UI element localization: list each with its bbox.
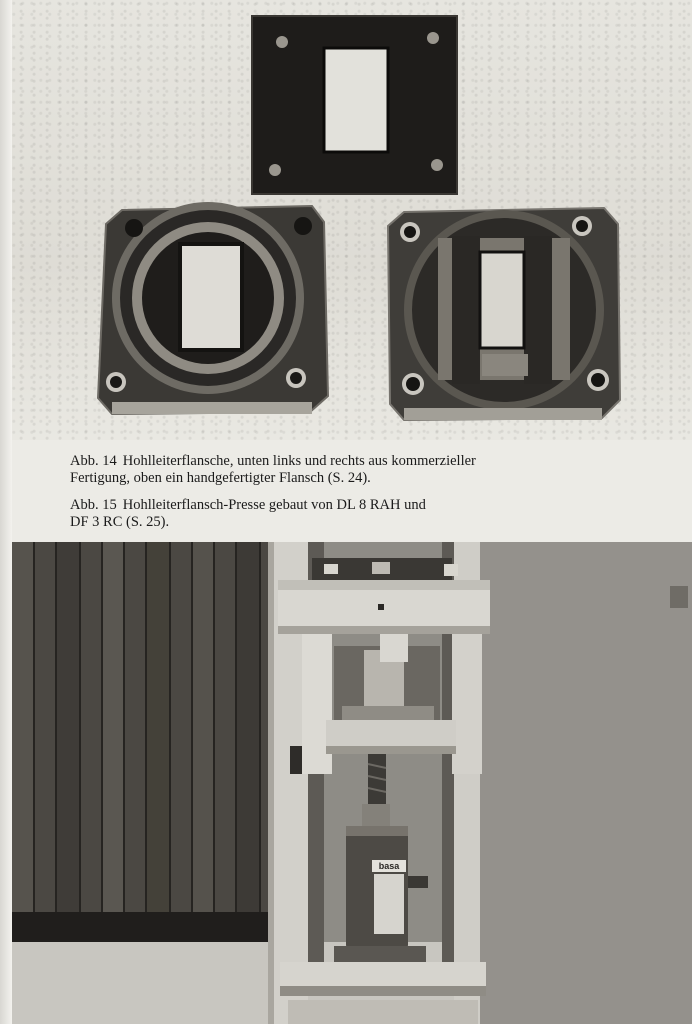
commercial-flange-right <box>388 208 620 420</box>
caption-14-line1: Hohlleiterflansche, unten links und rechts aus kommerzieller <box>122 453 476 469</box>
handmade-flange <box>252 16 457 194</box>
page-edge <box>0 0 12 1024</box>
caption-15-label: Abb. 15 <box>70 497 117 513</box>
photo-waveguide-flanges <box>12 0 692 440</box>
caption-15-line1: Hohlleiterflansch-Presse gebaut von DL 8 RAH und <box>122 497 426 513</box>
plaster-wall <box>480 542 692 1024</box>
flanges-illustration <box>12 0 692 440</box>
caption-14-label: Abb. 14 <box>70 453 117 469</box>
caption-figure-15 <box>70 497 670 531</box>
commercial-flange-left <box>98 202 328 414</box>
caption-14-line2: Fertigung, oben ein handgefertigter Flansch (S. 24). <box>70 470 371 486</box>
press-illustration <box>12 542 692 1024</box>
press-frame <box>268 542 490 1024</box>
caption-figure-14 <box>70 453 670 487</box>
caption-15-line2: DF 3 RC (S. 25). <box>70 514 170 530</box>
photo-flange-press <box>12 542 692 1024</box>
jack-brand-label: basa <box>372 860 406 872</box>
wooden-wall <box>12 542 274 942</box>
